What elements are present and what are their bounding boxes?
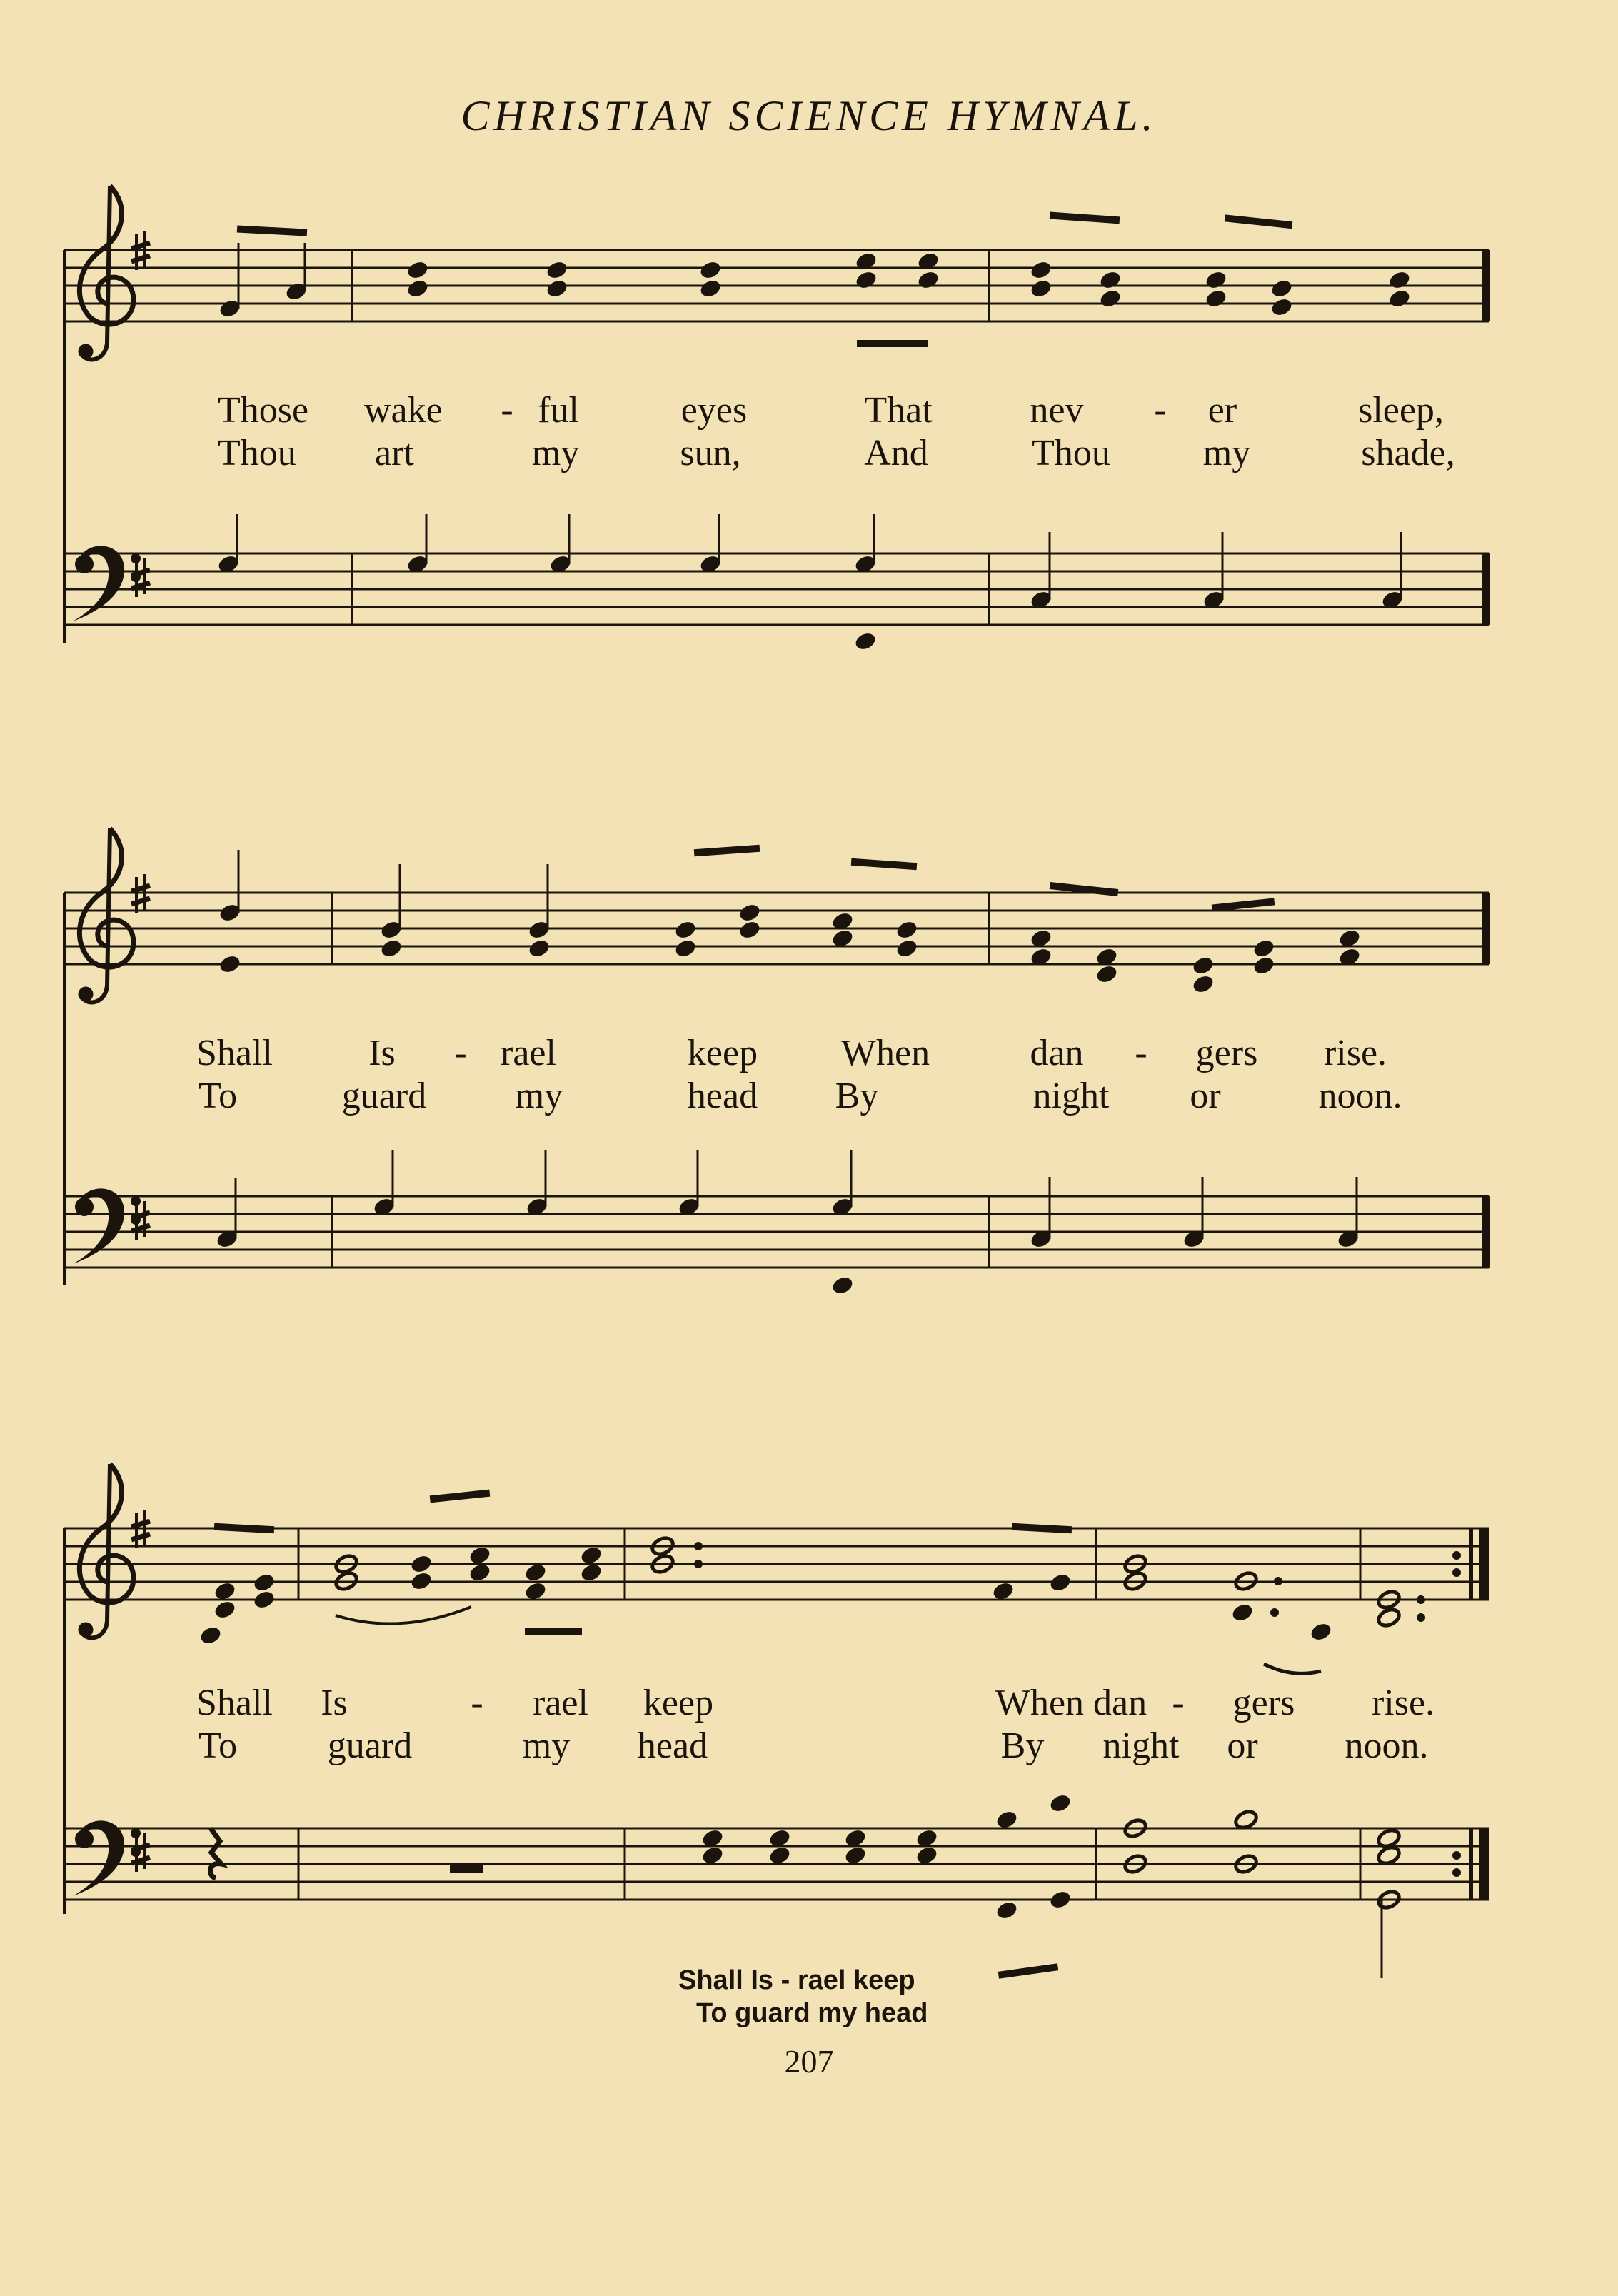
lyric-syllable: To (199, 1076, 238, 1116)
lyric-syllable: night (1032, 1076, 1110, 1116)
lyric-syllable: guard (341, 1076, 427, 1116)
lyric-syllable: rael (533, 1683, 588, 1723)
running-head: CHRISTIAN SCIENCE HYMNAL. (461, 92, 1157, 139)
lyric-syllable: keep (643, 1683, 714, 1723)
lyric-syllable: That (864, 390, 933, 431)
lyric-syllable: Shall (196, 1033, 273, 1073)
lyric-syllable: To (199, 1725, 238, 1766)
bass-lyric-line-1: Shall Is - rael keep (678, 1965, 915, 1995)
lyrics-verse-1 (0, 1682, 1618, 1725)
lyric-syllable: or (1190, 1076, 1221, 1116)
treble-notes (218, 845, 1362, 995)
lyric-syllable: - (1135, 1033, 1147, 1073)
lyric-syllable: ful (538, 390, 579, 431)
page-number: 207 (784, 2043, 834, 2080)
lyric-syllable: shade, (1361, 433, 1455, 473)
bass-staff (64, 553, 1489, 625)
lyric-syllable: Is (321, 1683, 348, 1723)
lyric-syllable: or (1227, 1725, 1258, 1766)
lyric-syllable: eyes (680, 390, 748, 431)
bass-lyric-line-2: To guard my head (696, 1998, 928, 2028)
lyric-syllable: - (501, 390, 513, 431)
lyric-syllable: And (864, 433, 928, 473)
lyric-syllable: - (1172, 1683, 1185, 1723)
lyric-syllable: my (531, 433, 580, 473)
lyric-syllable: gers (1232, 1683, 1295, 1723)
lyrics-verse-1 (0, 1032, 1618, 1075)
lyric-syllable: Thou (1032, 433, 1110, 473)
lyric-syllable: night (1102, 1725, 1180, 1766)
treble-clef-icon (79, 186, 134, 359)
lyric-syllable: - (454, 1033, 467, 1073)
lyric-syllable: wake (364, 390, 443, 431)
lyric-syllable: rise. (1323, 1033, 1387, 1073)
bass-notes (215, 1150, 1360, 1296)
lyric-syllable: my (1202, 433, 1251, 473)
lyric-syllable: head (687, 1076, 758, 1116)
lyric-syllable: - (471, 1683, 483, 1723)
treble-staff (64, 893, 1489, 964)
lyric-syllable: gers (1195, 1033, 1258, 1073)
lyrics-verse-2 (0, 432, 1618, 475)
treble-clef-icon (79, 828, 134, 1002)
lyrics-verse-2 (0, 1075, 1618, 1118)
lyric-syllable: When dan (995, 1683, 1147, 1723)
bass-notes (700, 1793, 1402, 1979)
lyric-syllable: art (375, 433, 414, 473)
treble-staff (64, 1528, 1489, 1600)
lyric-syllable: head (637, 1725, 708, 1766)
bass-clef-icon (73, 546, 141, 621)
lyric-syllable: keep (687, 1033, 758, 1073)
lyric-syllable: - (1154, 390, 1167, 431)
lyric-syllable: Thou (218, 433, 296, 473)
lyric-syllable: When (840, 1033, 930, 1073)
lyric-syllable: dan (1030, 1033, 1084, 1073)
lyrics-verse-2 (0, 1725, 1618, 1768)
bass-clef-icon (73, 1820, 141, 1896)
lyric-syllable: noon. (1345, 1725, 1429, 1766)
lyric-syllable: Is (368, 1033, 396, 1073)
lyric-syllable: noon. (1318, 1076, 1402, 1116)
lyric-syllable: guard (327, 1725, 413, 1766)
bass-clef-icon (73, 1188, 141, 1264)
lyric-syllable: sun, (680, 433, 741, 473)
bass-notes (216, 514, 1405, 652)
lyric-syllable: Those (218, 390, 309, 431)
bass-rests (210, 1828, 483, 1878)
treble-clef-icon (79, 1464, 134, 1638)
lyric-syllable: my (522, 1725, 571, 1766)
bass-staff (64, 1196, 1489, 1268)
lyric-syllable: er (1207, 390, 1237, 431)
lyric-syllable: sleep, (1358, 390, 1444, 431)
lyric-syllable: Shall (196, 1683, 273, 1723)
lyric-syllable: By (1000, 1725, 1045, 1766)
lyric-syllable: rael (501, 1033, 556, 1073)
treble-notes (218, 212, 1412, 347)
lyric-syllable: rise. (1371, 1683, 1435, 1723)
lyric-syllable: nev (1030, 390, 1084, 431)
lyrics-verse-1 (0, 389, 1618, 432)
lyric-syllable: By (835, 1076, 879, 1116)
lyric-syllable: my (515, 1076, 563, 1116)
